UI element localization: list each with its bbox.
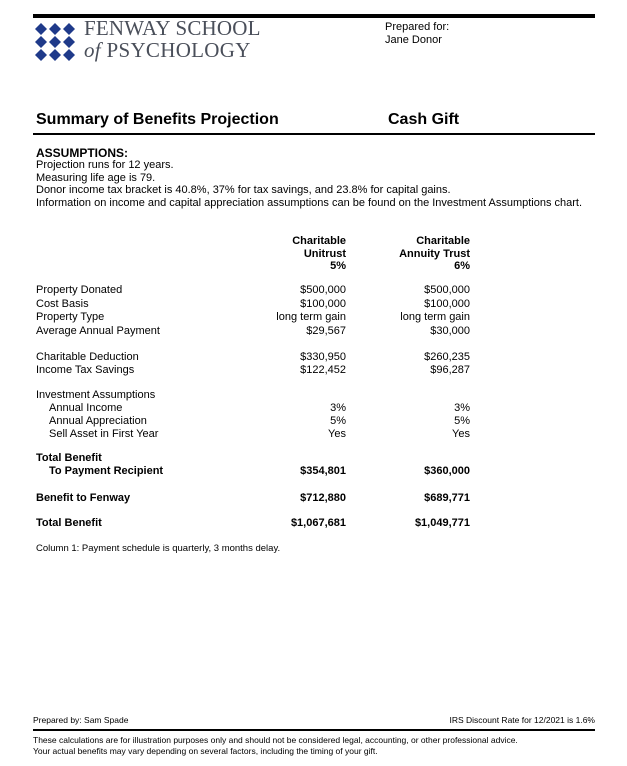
cell-avg-payment-c2: $30,000 xyxy=(430,325,470,337)
column-header-line: Unitrust xyxy=(303,247,346,260)
row-label-total-benefit-heading: Total Benefit xyxy=(36,452,102,464)
disclaimer xyxy=(33,735,595,756)
column-header-line: Annuity Trust xyxy=(399,247,470,260)
disclaimer-line: These calculations are for illustration purposes only and should not be considered legal, accounting, or other professional advice. xyxy=(33,735,518,745)
cell-cost-basis-c2: $100,000 xyxy=(424,298,470,310)
assumption-line: Measuring life age is 79. xyxy=(36,171,156,184)
assumption-line: Donor income tax bracket is 40.8%, 37% for tax savings, and 23.8% for capital gains. xyxy=(36,184,451,197)
cell-sell-asset-c1: Yes xyxy=(328,428,346,440)
cell-charitable-deduction-c2: $260,235 xyxy=(424,351,470,363)
column-header-unitrust xyxy=(240,235,346,273)
row-label-property-donated: Property Donated xyxy=(36,284,123,296)
row-label-charitable-deduction: Charitable Deduction xyxy=(36,351,139,363)
cell-annual-appreciation-c1: 5% xyxy=(330,415,346,427)
column-note: Column 1: Payment schedule is quarterly, 3 months delay. xyxy=(36,543,281,554)
row-label-sell-asset: Sell Asset in First Year xyxy=(49,428,159,440)
cell-property-type-c2: long term gain xyxy=(400,311,470,323)
title-rule xyxy=(33,133,595,135)
prepared-for-name: Jane Donor xyxy=(385,34,442,46)
row-label-total-benefit: Total Benefit xyxy=(36,517,102,529)
column-header-line: 6% xyxy=(454,260,470,272)
cell-income-tax-savings-c1: $122,452 xyxy=(300,364,346,376)
cell-annual-income-c1: 3% xyxy=(330,402,346,414)
logo-line1: FENWAY SCHOOL xyxy=(84,16,261,40)
cell-property-donated-c2: $500,000 xyxy=(424,284,470,296)
row-label-investment-assumptions: Investment Assumptions xyxy=(36,389,156,401)
logo-psychology: PSYCHOLOGY xyxy=(106,38,251,62)
logo-line2 xyxy=(84,39,261,61)
row-label-avg-payment: Average Annual Payment xyxy=(36,325,160,337)
page-title: Summary of Benefits Projection xyxy=(36,111,279,128)
column-header-line: 5% xyxy=(330,260,346,272)
gift-type-title: Cash Gift xyxy=(388,111,460,128)
assumption-line: Information on income and capital appreciation assumptions can be found on the Investment Assumptions chart. xyxy=(36,196,583,209)
logo-of: of xyxy=(84,38,101,62)
prepared-for-label: Prepared for: xyxy=(385,21,450,33)
disclaimer-line: Your actual benefits may vary depending on several factors, including the timing of your gift. xyxy=(33,745,378,756)
row-label-benefit-to-fenway: Benefit to Fenway xyxy=(36,492,131,504)
cell-charitable-deduction-c1: $330,950 xyxy=(300,351,346,363)
irs-discount-rate: IRS Discount Rate for 12/2021 is 1.6% xyxy=(449,715,595,725)
assumptions-body xyxy=(36,159,586,209)
prepared-by: Prepared by: Sam Spade xyxy=(33,715,129,725)
cell-sell-asset-c2: Yes xyxy=(452,428,470,440)
cell-annual-income-c2: 3% xyxy=(454,402,470,414)
cell-avg-payment-c1: $29,567 xyxy=(306,325,346,337)
cell-annual-appreciation-c2: 5% xyxy=(454,415,470,427)
row-label-to-payment-recipient: To Payment Recipient xyxy=(49,465,164,477)
cell-benefit-fenway-c1: $712,880 xyxy=(300,492,346,504)
cell-income-tax-savings-c2: $96,287 xyxy=(430,364,470,376)
cell-benefit-fenway-c2: $689,771 xyxy=(424,492,470,504)
assumptions-heading: ASSUMPTIONS: xyxy=(36,146,129,160)
cell-total-benefit-c2: $1,049,771 xyxy=(414,517,470,529)
row-label-annual-income: Annual Income xyxy=(49,402,123,414)
prepared-for xyxy=(385,21,449,47)
cell-property-donated-c1: $500,000 xyxy=(300,284,346,296)
logo-diamonds-icon xyxy=(34,22,76,62)
column-header-line: Charitable xyxy=(292,235,346,247)
column-header-line: Charitable xyxy=(416,235,470,247)
footer-rule xyxy=(33,729,595,731)
cell-total-benefit-c1: $1,067,681 xyxy=(290,517,346,529)
column-header-annuity-trust xyxy=(360,235,470,273)
row-label-cost-basis: Cost Basis xyxy=(36,298,89,310)
cell-total-benefit-recipient-c2: $360,000 xyxy=(424,465,470,477)
assumption-line: Projection runs for 12 years. xyxy=(36,159,174,171)
row-label-property-type: Property Type xyxy=(36,311,105,323)
cell-total-benefit-recipient-c1: $354,801 xyxy=(300,465,346,477)
cell-property-type-c1: long term gain xyxy=(276,311,346,323)
row-label-income-tax-savings: Income Tax Savings xyxy=(36,364,135,376)
logo-wordmark xyxy=(84,17,261,61)
cell-cost-basis-c1: $100,000 xyxy=(300,298,346,310)
row-label-annual-appreciation: Annual Appreciation xyxy=(49,415,147,427)
